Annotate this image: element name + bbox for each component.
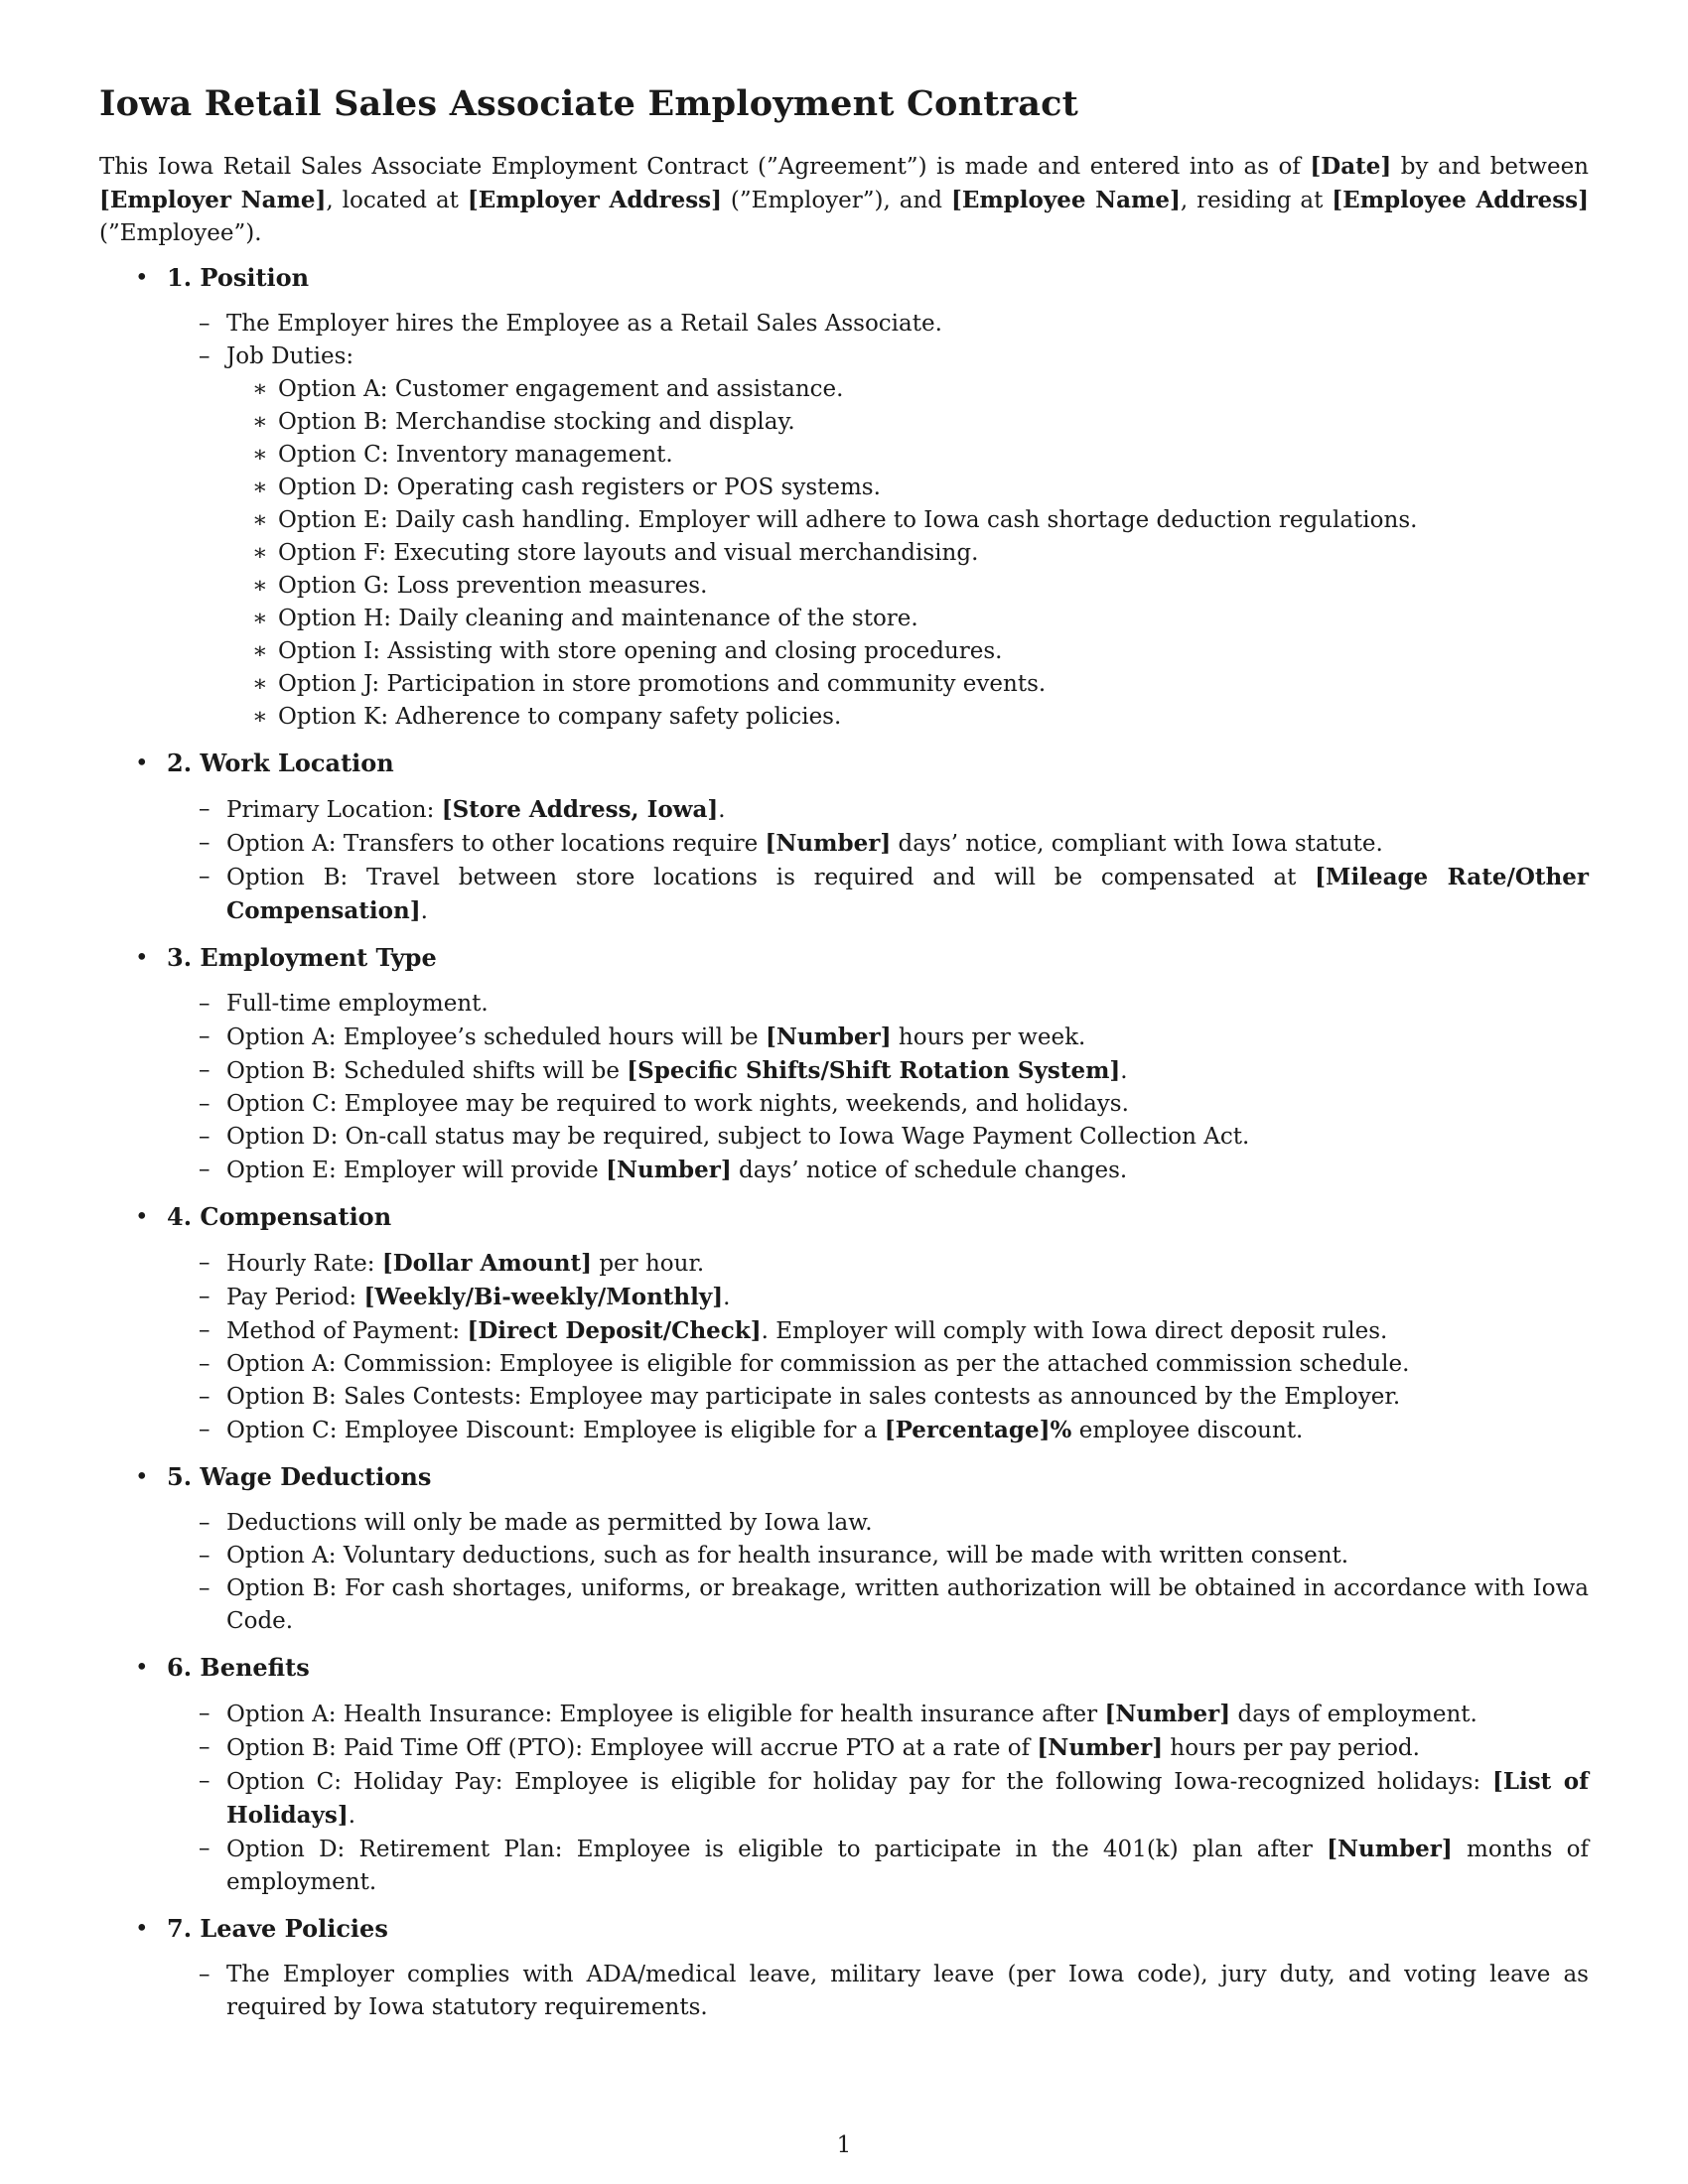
- section-title: 4. Compensation: [167, 1202, 392, 1231]
- list-item: – Hourly Rate: [Dollar Amount] per hour.: [199, 1250, 705, 1277]
- employee-name-placeholder: [Employee Name]: [950, 187, 1181, 213]
- list-item: – Option A: Health Insurance: Employee is eligible for health insurance after [Number] days of employment.: [199, 1701, 1477, 1727]
- duty-item: ∗ Option B: Merchandise stocking and display.: [252, 409, 795, 435]
- employer-address-placeholder: [Employer Address]: [467, 187, 723, 213]
- sections-list: [99, 260, 1589, 2024]
- list-item: – Option B: For cash shortages, uniforms, or breakage, written authorization will be obtained in accordance with Iowa Code.: [199, 1575, 1589, 1634]
- list-item: – Option B: Sales Contests: Employee may participate in sales contests as announced by the Employer.: [199, 1384, 1401, 1410]
- list-item: – Pay Period: [Weekly/Bi-weekly/Monthly].: [199, 1284, 731, 1310]
- section-title: 7. Leave Policies: [167, 1914, 388, 1943]
- list-item: – Option C: Holiday Pay: Employee is eligible for holiday pay for the following Iowa-recognized holidays: [List of Holidays].: [199, 1768, 1590, 1829]
- list-item: – Option D: Retirement Plan: Employee is eligible to participate in the 401(k) plan after [Number] months of employment.: [199, 1836, 1589, 1895]
- list-item: – Full-time employment.: [199, 991, 489, 1017]
- bullet-icon: •: [135, 1916, 149, 1942]
- section-compensation: [99, 1199, 1589, 1447]
- section-title: 1. Position: [167, 263, 310, 292]
- list-item: – Option A: Voluntary deductions, such as for health insurance, will be made with written consent.: [199, 1543, 1349, 1569]
- list-item: – Option A: Transfers to other locations require [Number] days’ notice, compliant with Iowa statute.: [199, 830, 1383, 857]
- section-work-location: [99, 746, 1589, 928]
- page-number: 1: [836, 2132, 852, 2158]
- list-item: – Option C: Employee may be required to work nights, weekends, and holidays.: [199, 1091, 1129, 1117]
- list-item: – Primary Location: [Store Address, Iowa].: [199, 796, 726, 823]
- bullet-icon: •: [135, 751, 149, 776]
- list-item: – The Employer complies with ADA/medical leave, military leave (per Iowa code), jury duty, and voting leave as required by Iowa statutory requirements.: [199, 1962, 1589, 2020]
- duty-item: ∗ Option H: Daily cleaning and maintenance of the store.: [252, 606, 918, 631]
- bullet-icon: •: [135, 265, 149, 291]
- list-item: – Option B: Travel between store locations is required and will be compensated at [Mileage Rate/Other Compensation].: [199, 864, 1589, 924]
- duty-item: ∗ Option F: Executing store layouts and visual merchandising.: [252, 540, 979, 566]
- list-item: – Option B: Paid Time Off (PTO): Employee will accrue PTO at a rate of [Number] hours per pay period.: [199, 1734, 1420, 1761]
- list-item: – The Employer hires the Employee as a Retail Sales Associate.: [199, 311, 942, 337]
- bullet-icon: •: [135, 1655, 149, 1681]
- employee-address-placeholder: [Employee Address]: [1332, 187, 1589, 213]
- section-title: 2. Work Location: [167, 749, 394, 777]
- duty-item: ∗ Option C: Inventory management.: [252, 442, 673, 468]
- section-title: 6. Benefits: [167, 1653, 310, 1682]
- list-item: – Job Duties: ∗ Option A: Customer engagement and assistance. ∗ Option B: Merchandise stocking and display. ∗ Option C: Inventory management. ∗ Option D: Operating cash registers or POS systems. ∗ Option E: Daily cash handling. Employer will adhere to Iowa cash shortage deduction regulations. ∗ Option F: Executing store layouts and visual merchandising. ∗ Option G: Loss prevention measures. ∗ Option H: Daily cleaning and maintenance of the store. ∗ Option I: Assisting with store opening and closing procedures. ∗ Option J: Participation in store promotions and community events. ∗ Option K: Adherence to company safety policies.: [167, 341, 1589, 734]
- section-wage-deductions: [99, 1459, 1589, 1638]
- employer-name-placeholder: [Employer Name]: [99, 187, 327, 213]
- bullet-icon: •: [135, 1204, 149, 1230]
- list-item: – Option D: On-call status may be required, subject to Iowa Wage Payment Collection Act.: [199, 1124, 1250, 1150]
- duty-item: ∗ Option A: Customer engagement and assistance.: [252, 376, 844, 402]
- intro-paragraph: This Iowa Retail Sales Associate Employment Contract (”Agreement”) is made and entered into as of [Date] by and between [Employer Name], located at [Employer Address] (”Employer”), and [Employee Name], residing at [Employee Address] (”Employee”).: [99, 153, 1589, 246]
- duty-item: ∗ Option K: Adherence to company safety policies.: [252, 704, 842, 730]
- document-title: Iowa Retail Sales Associate Employment Contract: [99, 83, 1078, 124]
- document-page: [99, 83, 1589, 2036]
- bullet-icon: •: [135, 1464, 149, 1490]
- list-item: – Option A: Employee’s scheduled hours will be [Number] hours per week.: [199, 1024, 1086, 1050]
- section-title: 5. Wage Deductions: [167, 1462, 432, 1491]
- list-item: – Option C: Employee Discount: Employee is eligible for a [Percentage]% employee discount.: [199, 1417, 1304, 1443]
- list-item: – Option A: Commission: Employee is eligible for commission as per the attached commission schedule.: [199, 1351, 1410, 1377]
- section-benefits: [99, 1650, 1589, 1899]
- duty-item: ∗ Option D: Operating cash registers or POS systems.: [252, 475, 881, 500]
- section-employment-type: [99, 940, 1589, 1187]
- duty-item: ∗ Option J: Participation in store promotions and community events.: [252, 671, 1047, 697]
- duty-item: ∗ Option I: Assisting with store opening and closing procedures.: [252, 638, 1003, 664]
- duty-item: ∗ Option E: Daily cash handling. Employer will adhere to Iowa cash shortage deduction regulations.: [252, 507, 1418, 533]
- list-item: – Method of Payment: [Direct Deposit/Check]. Employer will comply with Iowa direct deposit rules.: [199, 1317, 1388, 1344]
- bullet-icon: •: [135, 945, 149, 971]
- list-item: – Deductions will only be made as permitted by Iowa law.: [199, 1510, 873, 1536]
- duty-item: ∗ Option G: Loss prevention measures.: [252, 573, 708, 599]
- section-title: 3. Employment Type: [167, 943, 437, 972]
- list-item: – Option E: Employer will provide [Number] days’ notice of schedule changes.: [199, 1157, 1128, 1183]
- date-placeholder: [Date]: [1310, 153, 1392, 180]
- section-leave-policies: [99, 1911, 1589, 2024]
- list-item: – Option B: Scheduled shifts will be [Specific Shifts/Shift Rotation System].: [199, 1057, 1128, 1084]
- section-position: [99, 260, 1589, 734]
- job-duties-list: [226, 373, 1589, 734]
